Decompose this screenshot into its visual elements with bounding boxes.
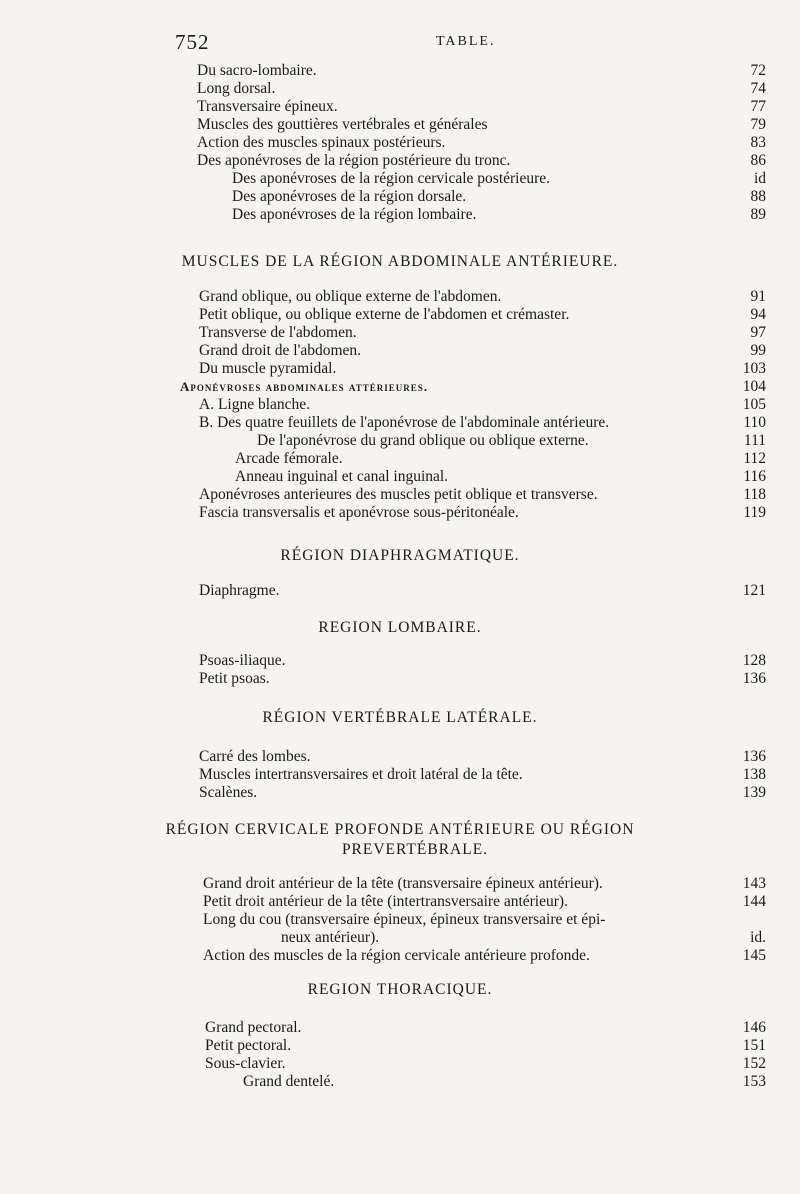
section-heading-cervicale-2: PREVERTÉBRALE. bbox=[341, 841, 489, 858]
toc-entry: Muscles intertransversaires et droit latéral de la tête. 138 bbox=[199, 766, 766, 783]
toc-entry: Des aponévroses de la région lombaire. 89 bbox=[232, 206, 766, 223]
toc-entry: B. Des quatre feuillets de l'aponévrose de l'abdominale antérieure. 110 bbox=[199, 414, 766, 431]
toc-entry: Des aponévroses de la région cervicale postérieure. id bbox=[232, 170, 766, 187]
toc-entry: Arcade fémorale. 112 bbox=[235, 450, 766, 467]
toc-entry: Carré des lombes. 136 bbox=[199, 748, 766, 765]
toc-entry-continuation: neux antérieur). id. bbox=[281, 929, 766, 946]
toc-entry: Muscles des gouttières vertébrales et générales 79 bbox=[197, 116, 766, 133]
section-heading-diaphragmatique: RÉGION DIAPHRAGMATIQUE. bbox=[280, 547, 520, 564]
section-heading-lombaire: REGION LOMBAIRE. bbox=[318, 619, 482, 636]
toc-subheading: Aponévroses abdominales attérieures. 104 bbox=[180, 378, 766, 395]
toc-entry: Grand oblique, ou oblique externe de l'abdomen. 91 bbox=[199, 288, 766, 305]
toc-block-abdominale bbox=[0, 288, 800, 522]
toc-entry: Anneau inguinal et canal inguinal. 116 bbox=[235, 468, 766, 485]
toc-entry: Scalènes. 139 bbox=[199, 784, 766, 801]
toc-entry: Action des muscles de la région cervicale antérieure profonde. 145 bbox=[203, 947, 766, 964]
toc-entry: Petit oblique, ou oblique externe de l'abdomen et crémaster. 94 bbox=[199, 306, 766, 323]
toc-entry: Transversaire épineux. 77 bbox=[197, 98, 766, 115]
section-heading-vertebrale: RÉGION VERTÉBRALE LATÉRALE. bbox=[262, 709, 538, 726]
toc-entry: Aponévroses anterieures des muscles petit oblique et transverse. 118 bbox=[199, 486, 766, 503]
toc-entry: Des aponévroses de la région dorsale. 88 bbox=[232, 188, 766, 205]
toc-entry: Grand dentelé. 153 bbox=[243, 1073, 766, 1090]
toc-entry: De l'aponévrose du grand oblique ou oblique externe. 111 bbox=[257, 432, 766, 449]
toc-entry: Du sacro-lombaire. 72 bbox=[197, 62, 766, 79]
section-heading-abdominale: MUSCLES DE LA RÉGION ABDOMINALE ANTÉRIEURE. bbox=[181, 253, 619, 270]
toc-entry: Diaphragme. 121 bbox=[199, 582, 766, 599]
toc-entry: Fascia transversalis et aponévrose sous-péritonéale. 119 bbox=[199, 504, 766, 521]
toc-entry: Petit psoas. 136 bbox=[199, 670, 766, 687]
toc-block-spinal bbox=[0, 62, 800, 224]
toc-entry: Transverse de l'abdomen. 97 bbox=[199, 324, 766, 341]
toc-entry: Du muscle pyramidal. 103 bbox=[199, 360, 766, 377]
section-heading-cervicale-1: RÉGION CERVICALE PROFONDE ANTÉRIEURE OU RÉGION bbox=[165, 821, 635, 838]
toc-entry: Petit droit antérieur de la tête (intertransversaire antérieur). 144 bbox=[203, 893, 766, 910]
toc-entry: Grand pectoral. 146 bbox=[205, 1019, 766, 1036]
section-heading-thoracique: REGION THORACIQUE. bbox=[307, 981, 493, 998]
page-number: 752 bbox=[175, 30, 210, 54]
toc-entry: Grand droit antérieur de la tête (transversaire épineux antérieur). 143 bbox=[203, 875, 766, 892]
toc-entry: Long dorsal. 74 bbox=[197, 80, 766, 97]
page-header bbox=[0, 30, 800, 54]
running-head: TABLE. bbox=[436, 34, 496, 49]
toc-entry: Des aponévroses de la région postérieure du tronc. 86 bbox=[197, 152, 766, 169]
table-of-contents bbox=[0, 62, 800, 1091]
toc-entry: A. Ligne blanche. 105 bbox=[199, 396, 766, 413]
toc-entry: Psoas-iliaque. 128 bbox=[199, 652, 766, 669]
toc-entry: Sous-clavier. 152 bbox=[205, 1055, 766, 1072]
toc-entry: Petit pectoral. 151 bbox=[205, 1037, 766, 1054]
toc-entry: Long du cou (transversaire épineux, épineux transversaire et épi- bbox=[203, 911, 606, 928]
toc-entry: Action des muscles spinaux postérieurs. 83 bbox=[197, 134, 766, 151]
toc-entry: Grand droit de l'abdomen. 99 bbox=[199, 342, 766, 359]
